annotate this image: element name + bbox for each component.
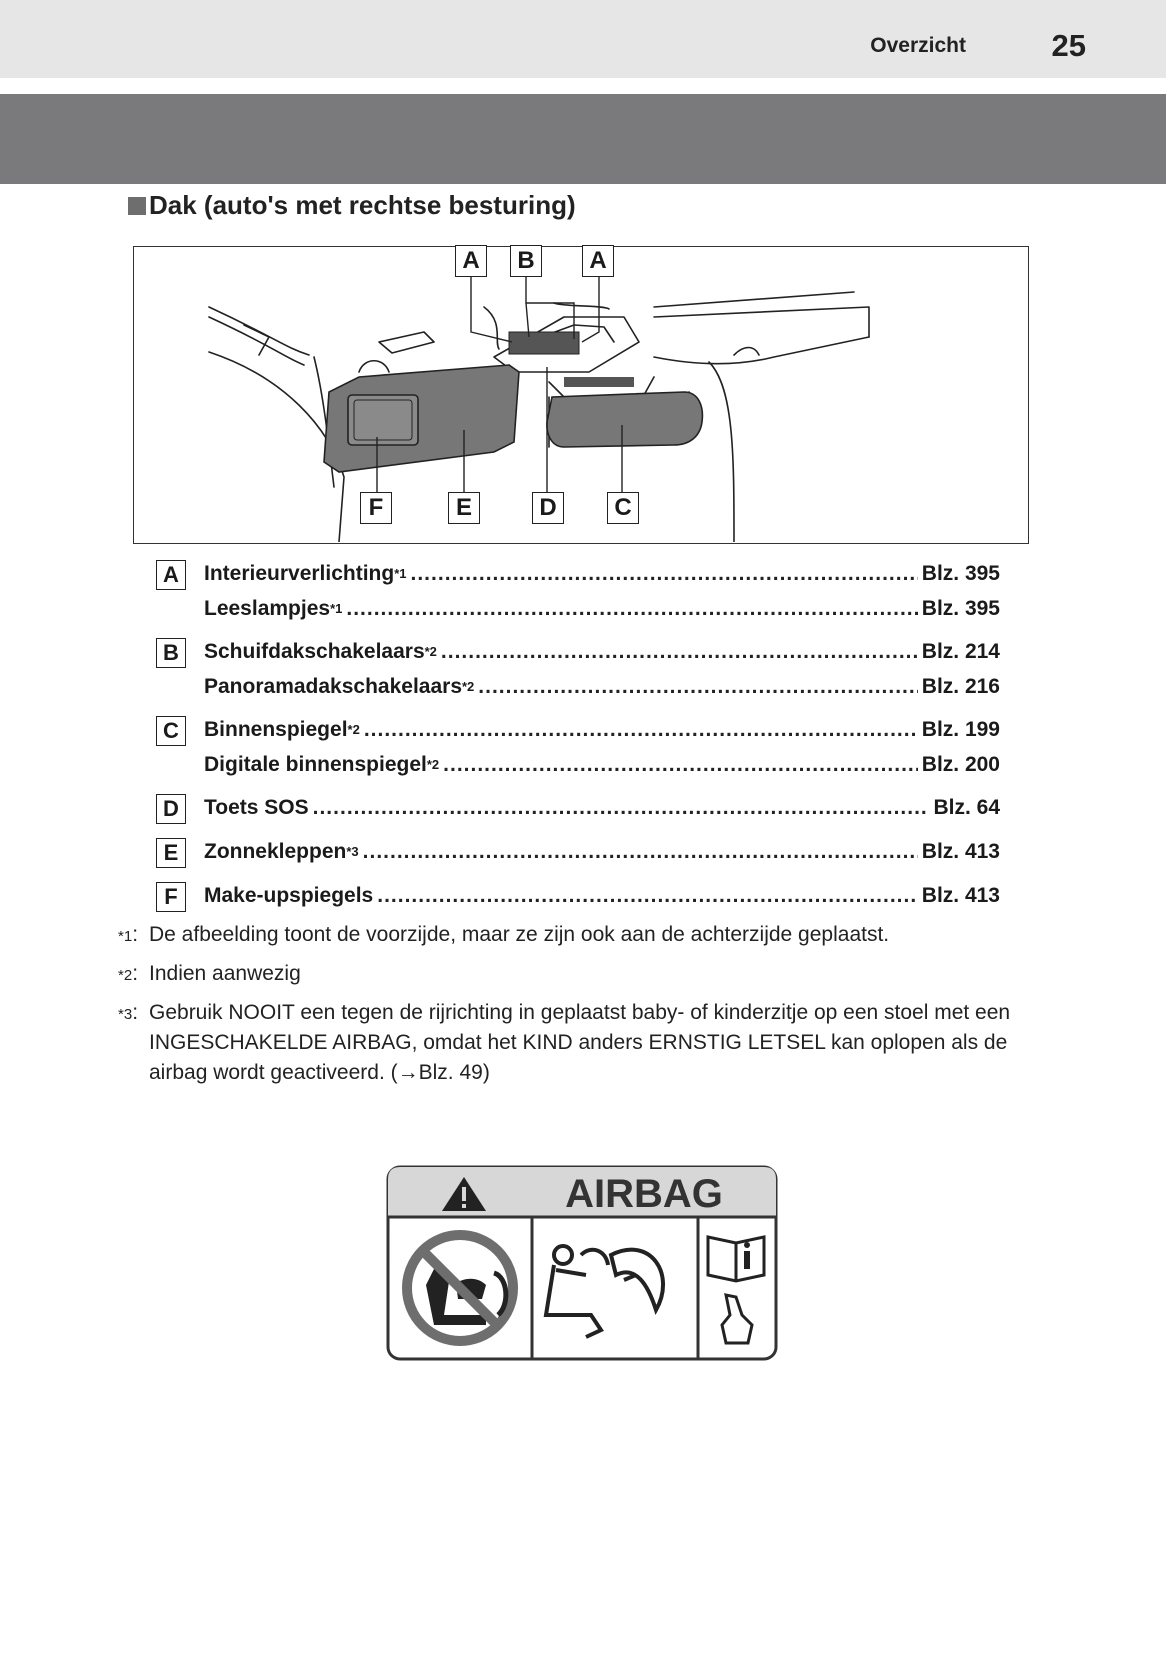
footnote-marker: *1 [118,928,133,945]
airbag-warning-label [386,1165,778,1361]
item-letter: F [156,882,186,912]
list-item: A Interieurverlichting $^{*1}$ ..... Blz. 395 [156,560,1000,596]
item-page-ref[interactable]: Blz. 216 [921,675,1000,698]
roof-illustration [134,247,1027,542]
footnote-text: De afbeelding toont de voorzijde, maar ze zijn ook aan de achterzijde geplaatst. [149,923,890,946]
item-label: Binnenspiegel [204,718,348,741]
item-letter: A [156,560,186,590]
list-item: B Schuifdakschakelaars $^{*2}$ ..... Blz. 214 [156,638,1000,674]
list-item [156,882,1000,918]
item-page-ref[interactable]: Blz. 395 [921,562,1000,585]
callout-d: D [532,492,564,524]
footnote-marker: *3 [118,1006,133,1023]
item-label: Digitale binnenspiegel [204,753,427,776]
list-item: Digitale binnenspiegel $^{*2}$ ..... Blz. 200 [156,751,1000,787]
item-page-ref[interactable]: Blz. 413 [921,884,1000,907]
airbag-label-graphic [386,1165,778,1361]
callout-c: C [607,492,639,524]
item-letter: B [156,638,186,668]
section-heading [128,190,576,221]
item-letter: C [156,716,186,746]
page-number: 25 [1051,28,1086,63]
item-page-ref[interactable]: Blz. 199 [921,718,1000,741]
item-label: Make-upspiegels [204,884,374,907]
heading-square-icon [128,197,146,215]
callout-f: F [360,492,392,524]
list-item: Leeslampjes $^{*1}$ ..... Blz. 395 [156,595,1000,631]
item-label: Schuifdakschakelaars [204,640,425,663]
airbag-title: AIRBAG [565,1172,723,1216]
list-item: C Binnenspiegel $^{*2}$ ..... Blz. 199 [156,716,1000,752]
item-page-ref[interactable]: Blz. 64 [933,796,1000,819]
item-label: Panoramadakschakelaars [204,675,462,698]
item-page-ref[interactable]: Blz. 200 [921,753,1000,776]
callout-b: B [510,245,542,277]
chapter-band [0,94,1166,184]
heading-text: Dak (auto's met rechtse besturing) [149,190,576,220]
item-page-ref[interactable]: Blz. 214 [921,640,1000,663]
item-label: Zonnekleppen [204,840,347,863]
list-item [156,794,1000,830]
item-label: Toets SOS [204,796,309,819]
page-header [0,0,1166,78]
section-title: Overzicht [870,34,966,57]
item-letter: D [156,794,186,824]
callout-a-right: A [582,245,614,277]
callout-e: E [448,492,480,524]
item-label: Interieurverlichting [204,562,395,585]
callout-a-left: A [455,245,487,277]
item-page-ref[interactable]: Blz. 395 [921,597,1000,620]
roof-diagram [133,246,1029,544]
item-letter: E [156,838,186,868]
list-item: Panoramadakschakelaars $^{*2}$ ..... Blz. 216 [156,673,1000,709]
footnote-text: Indien aanwezig [149,962,301,985]
footnote-text: Gebruik NOOIT een tegen de rijrichting in geplaatst baby- of kinderzitje op een stoel met een INGESCHAKELDE AIRBAG, omdat het KIND anders ERNSTIG LETSEL kan oplopen als de airbag wordt geactiveerd. (→Blz. 49) [149,1001,1011,1084]
item-label: Leeslampjes [204,597,331,620]
item-page-ref[interactable]: Blz. 413 [921,840,1000,863]
list-item: E Zonnekleppen $^{*3}$ ..... Blz. 413 [156,838,1000,874]
footnote-marker: *2 [118,967,133,984]
